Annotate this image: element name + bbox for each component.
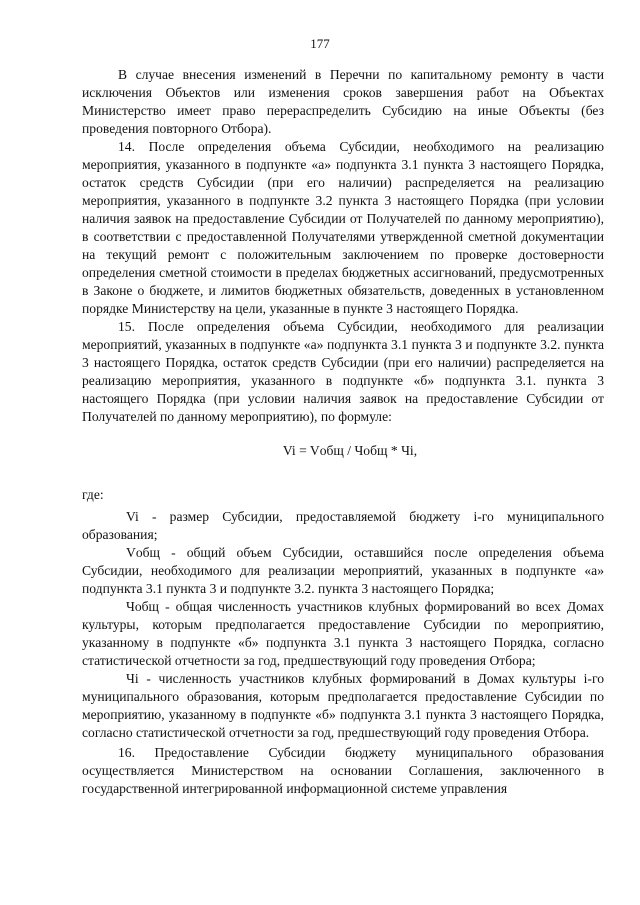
formula-where-label: где: bbox=[82, 487, 104, 502]
paragraph-14: 14. После определения объема Субсидии, необходимого на реализацию мероприятия, указанного в подпункте «а» подпункта 3.1 пункта 3 настоящего Порядка, остаток средств Субсидии (при его наличии) распределяется на реализацию мероприятия, указанного в подпункте 3.2 пункта 3 настоящего Порядка (при условии наличия заявок на предоставление Субсидии от Получателей по данному мероприятию), в соответствии с предоставленной Получателями утвержденной сметной документации на текущий ремонт с положительным заключением по проверке достоверности определения сметной стоимости в пределах бюджетных ассигнований, предусмотренных в Законе о бюджете, и лимитов бюджетных обязательств, доведенных в установленном порядке Министерству на цели, указанные в пункте 3 настоящего Порядка. bbox=[82, 139, 604, 316]
subsidy-formula: Vi = Vобщ / Чобщ * Чi, bbox=[282, 443, 418, 458]
definition-chi: Чi - численность участников клубных формирований в Домах культуры i-го муниципального образования, которым предполагается предоставление Субсидии по мероприятию, указанному в подпункте «б» подпункта 3.1 пункта 3 настоящего Порядка, согласно статистической отчетности за год, предшествующий году проведения Отбора. bbox=[82, 671, 604, 740]
definition-vi: Vi - размер Субсидии, предоставляемой бюджету i-го муниципального образования; bbox=[82, 509, 604, 542]
definition-vobsh: Vобщ - общий объем Субсидии, оставшийся после определения объема Субсидии, необходимого для реализации мероприятий, указанных в подпункте «а» подпункта 3.1 пункта 3 и подпункте 3.2. пункта 3 настоящего Порядка; bbox=[82, 545, 604, 596]
paragraph-16: 16. Предоставление Субсидии бюджету муниципального образования осуществляется Министерством на основании Соглашения, заключенного в государственной интегрированной информационной системе управления bbox=[82, 745, 604, 796]
document-body bbox=[82, 66, 604, 798]
definition-chobsh: Чобщ - общая численность участников клубных формирований во всех Домах культуры, которым предполагается предоставление Субсидии по мероприятию, указанному в подпункте «б» подпункта 3.1 пункта 3 настоящего Порядка, согласно статистической отчетности за год, предшествующий году проведения Отбора; bbox=[82, 599, 604, 668]
paragraph-15: 15. После определения объема Субсидии, необходимого для реализации мероприятий, указанных в подпункте «а» подпункта 3.1 пункта 3 и подпункте 3.2. пункта 3 настоящего Порядка, остаток средств Субсидии (при его наличии) распределяется на реализацию мероприятия, указанного в подпункте «б» подпункта 3.1. пункта 3 настоящего Порядка (при условии наличия заявок на предоставление Субсидии от Получателей по данному мероприятию), по формуле: bbox=[82, 319, 604, 424]
page-number: 177 bbox=[310, 36, 330, 51]
paragraph-objects-redistribution: В случае внесения изменений в Перечни по капитальному ремонту в части исключения Объектов или изменения сроков завершения работ на Объектах Министерство имеет право перераспределить Субсидию на иные Объекты (без проведения повторного Отбора). bbox=[82, 67, 604, 136]
